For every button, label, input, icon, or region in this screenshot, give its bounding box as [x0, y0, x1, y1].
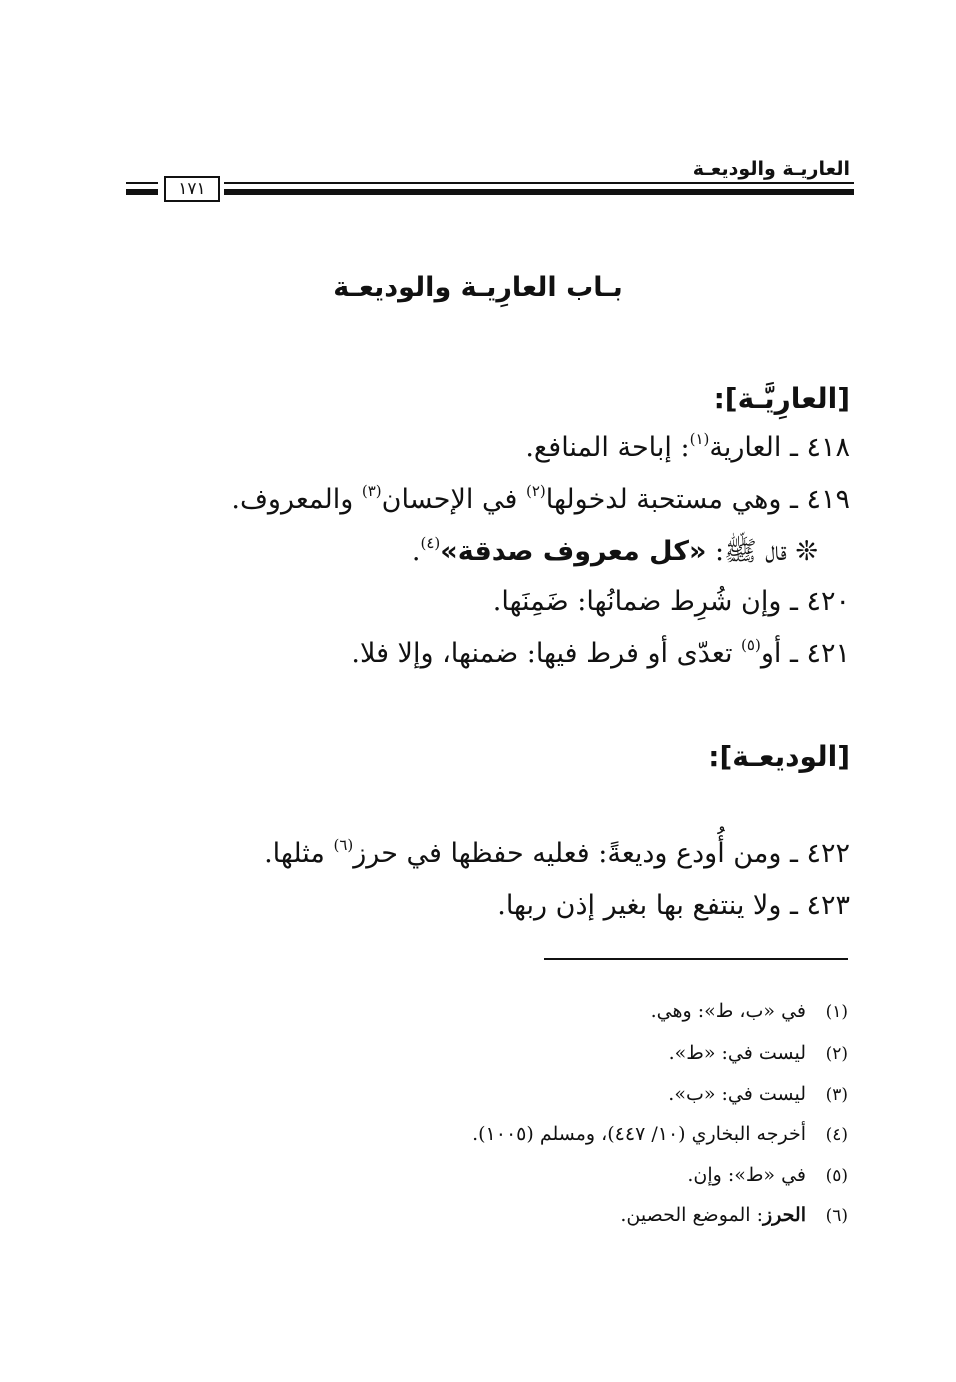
header-rule-thick	[224, 189, 854, 195]
line-number: ٤٢٠	[806, 586, 850, 617]
line-number: ٤٢٢	[806, 838, 850, 869]
page-number: ١٧١	[164, 176, 220, 202]
footnote-2	[669, 1042, 848, 1064]
header-rule-thick	[126, 189, 158, 195]
line-dash: ـ	[789, 586, 798, 617]
header-rule-left	[126, 180, 158, 200]
line-number: ٤٢١	[806, 638, 850, 669]
line-text: .	[411, 536, 421, 567]
footnote-3	[668, 1083, 848, 1105]
line-number: ٤١٩	[806, 484, 850, 515]
line-number: ٤٢٣	[806, 890, 850, 921]
line-text: ولا ينتفع بها بغير إذن ربها.	[497, 890, 782, 921]
footnote-number: (١)	[825, 1002, 848, 1022]
section-heading-wadia: [الوديعـة]:	[708, 740, 850, 773]
footnote-marker: (٤)	[420, 534, 441, 552]
line-text: أو	[760, 638, 782, 669]
line-text: العارية	[709, 432, 782, 463]
footnote-term: الحرز	[763, 1204, 806, 1226]
running-head-title: العاريـة والوديعـة	[692, 158, 850, 180]
footnote-number: (٤)	[825, 1125, 848, 1145]
footnote-text: في «ط»: وإن.	[687, 1164, 806, 1186]
footnote-number: (٢)	[825, 1044, 848, 1064]
matn-line-420	[493, 586, 850, 617]
footnote-text: أخرجه البخاري (١٠/ ٤٤٧)، ومسلم (١٠٠٥).	[472, 1123, 806, 1145]
footnote-marker: (٥)	[741, 636, 761, 654]
hadith-lead: ❊ قال ﷺ:	[706, 536, 818, 567]
footnote-6	[620, 1204, 848, 1226]
line-dash: ـ	[789, 484, 798, 515]
footnote-separator	[544, 958, 848, 960]
line-text: وهي مستحبة لدخولها	[545, 484, 782, 515]
footnote-text: ليست في: «ب».	[668, 1083, 806, 1105]
header-rule-thin	[126, 182, 158, 184]
line-dash: ـ	[789, 432, 798, 463]
footnote-number: (٥)	[825, 1166, 848, 1186]
footnote-text: : الموضع الحصين.	[620, 1204, 763, 1226]
line-number: ٤١٨	[806, 432, 850, 463]
line-text: تعدّى أو فرط فيها: ضمنها، وإلا فلا.	[351, 638, 742, 669]
footnote-text: ليست في: «ط».	[668, 1042, 806, 1064]
line-text: ومن أُودع وديعةً: فعليه حفظها في حرز	[353, 838, 782, 869]
footnote-text: في «ب، ط»: وهي.	[650, 1000, 806, 1022]
header-rule-right	[224, 180, 854, 200]
matn-line-419	[231, 482, 850, 515]
line-dash: ـ	[789, 638, 798, 669]
line-text: مثلها.	[264, 838, 334, 869]
footnote-marker: (٣)	[361, 482, 382, 500]
matn-line-423	[497, 890, 850, 921]
footnote-marker: (٢)	[525, 482, 546, 500]
header-rule-thin	[224, 182, 854, 184]
footnote-number: (٦)	[825, 1206, 848, 1226]
chapter-title: بـاب العارِيـة والوديعـة	[333, 272, 623, 303]
footnote-marker: (١)	[689, 430, 710, 448]
footnote-5	[687, 1164, 848, 1186]
footnote-4	[472, 1123, 848, 1145]
line-dash: ـ	[789, 838, 798, 869]
line-text: وإن شُرِط ضمانُها: ضَمِنَها.	[492, 586, 782, 617]
footnote-marker: (٦)	[333, 836, 354, 854]
line-text: في الإحسان	[381, 484, 526, 515]
matn-line-421	[351, 636, 850, 669]
line-dash: ـ	[789, 890, 798, 921]
matn-line-422	[264, 836, 850, 869]
hadith-line	[412, 534, 818, 574]
section-heading-ariya: [العارِيَّـة]:	[713, 382, 850, 415]
footnote-number: (٣)	[825, 1085, 848, 1105]
line-text: : إباحة المنافع.	[525, 432, 690, 463]
line-text: والمعروف.	[231, 484, 362, 515]
matn-line-418	[525, 430, 850, 463]
footnote-1	[651, 1000, 848, 1022]
hadith-quote: «كل معروف صدقة»	[440, 536, 707, 567]
